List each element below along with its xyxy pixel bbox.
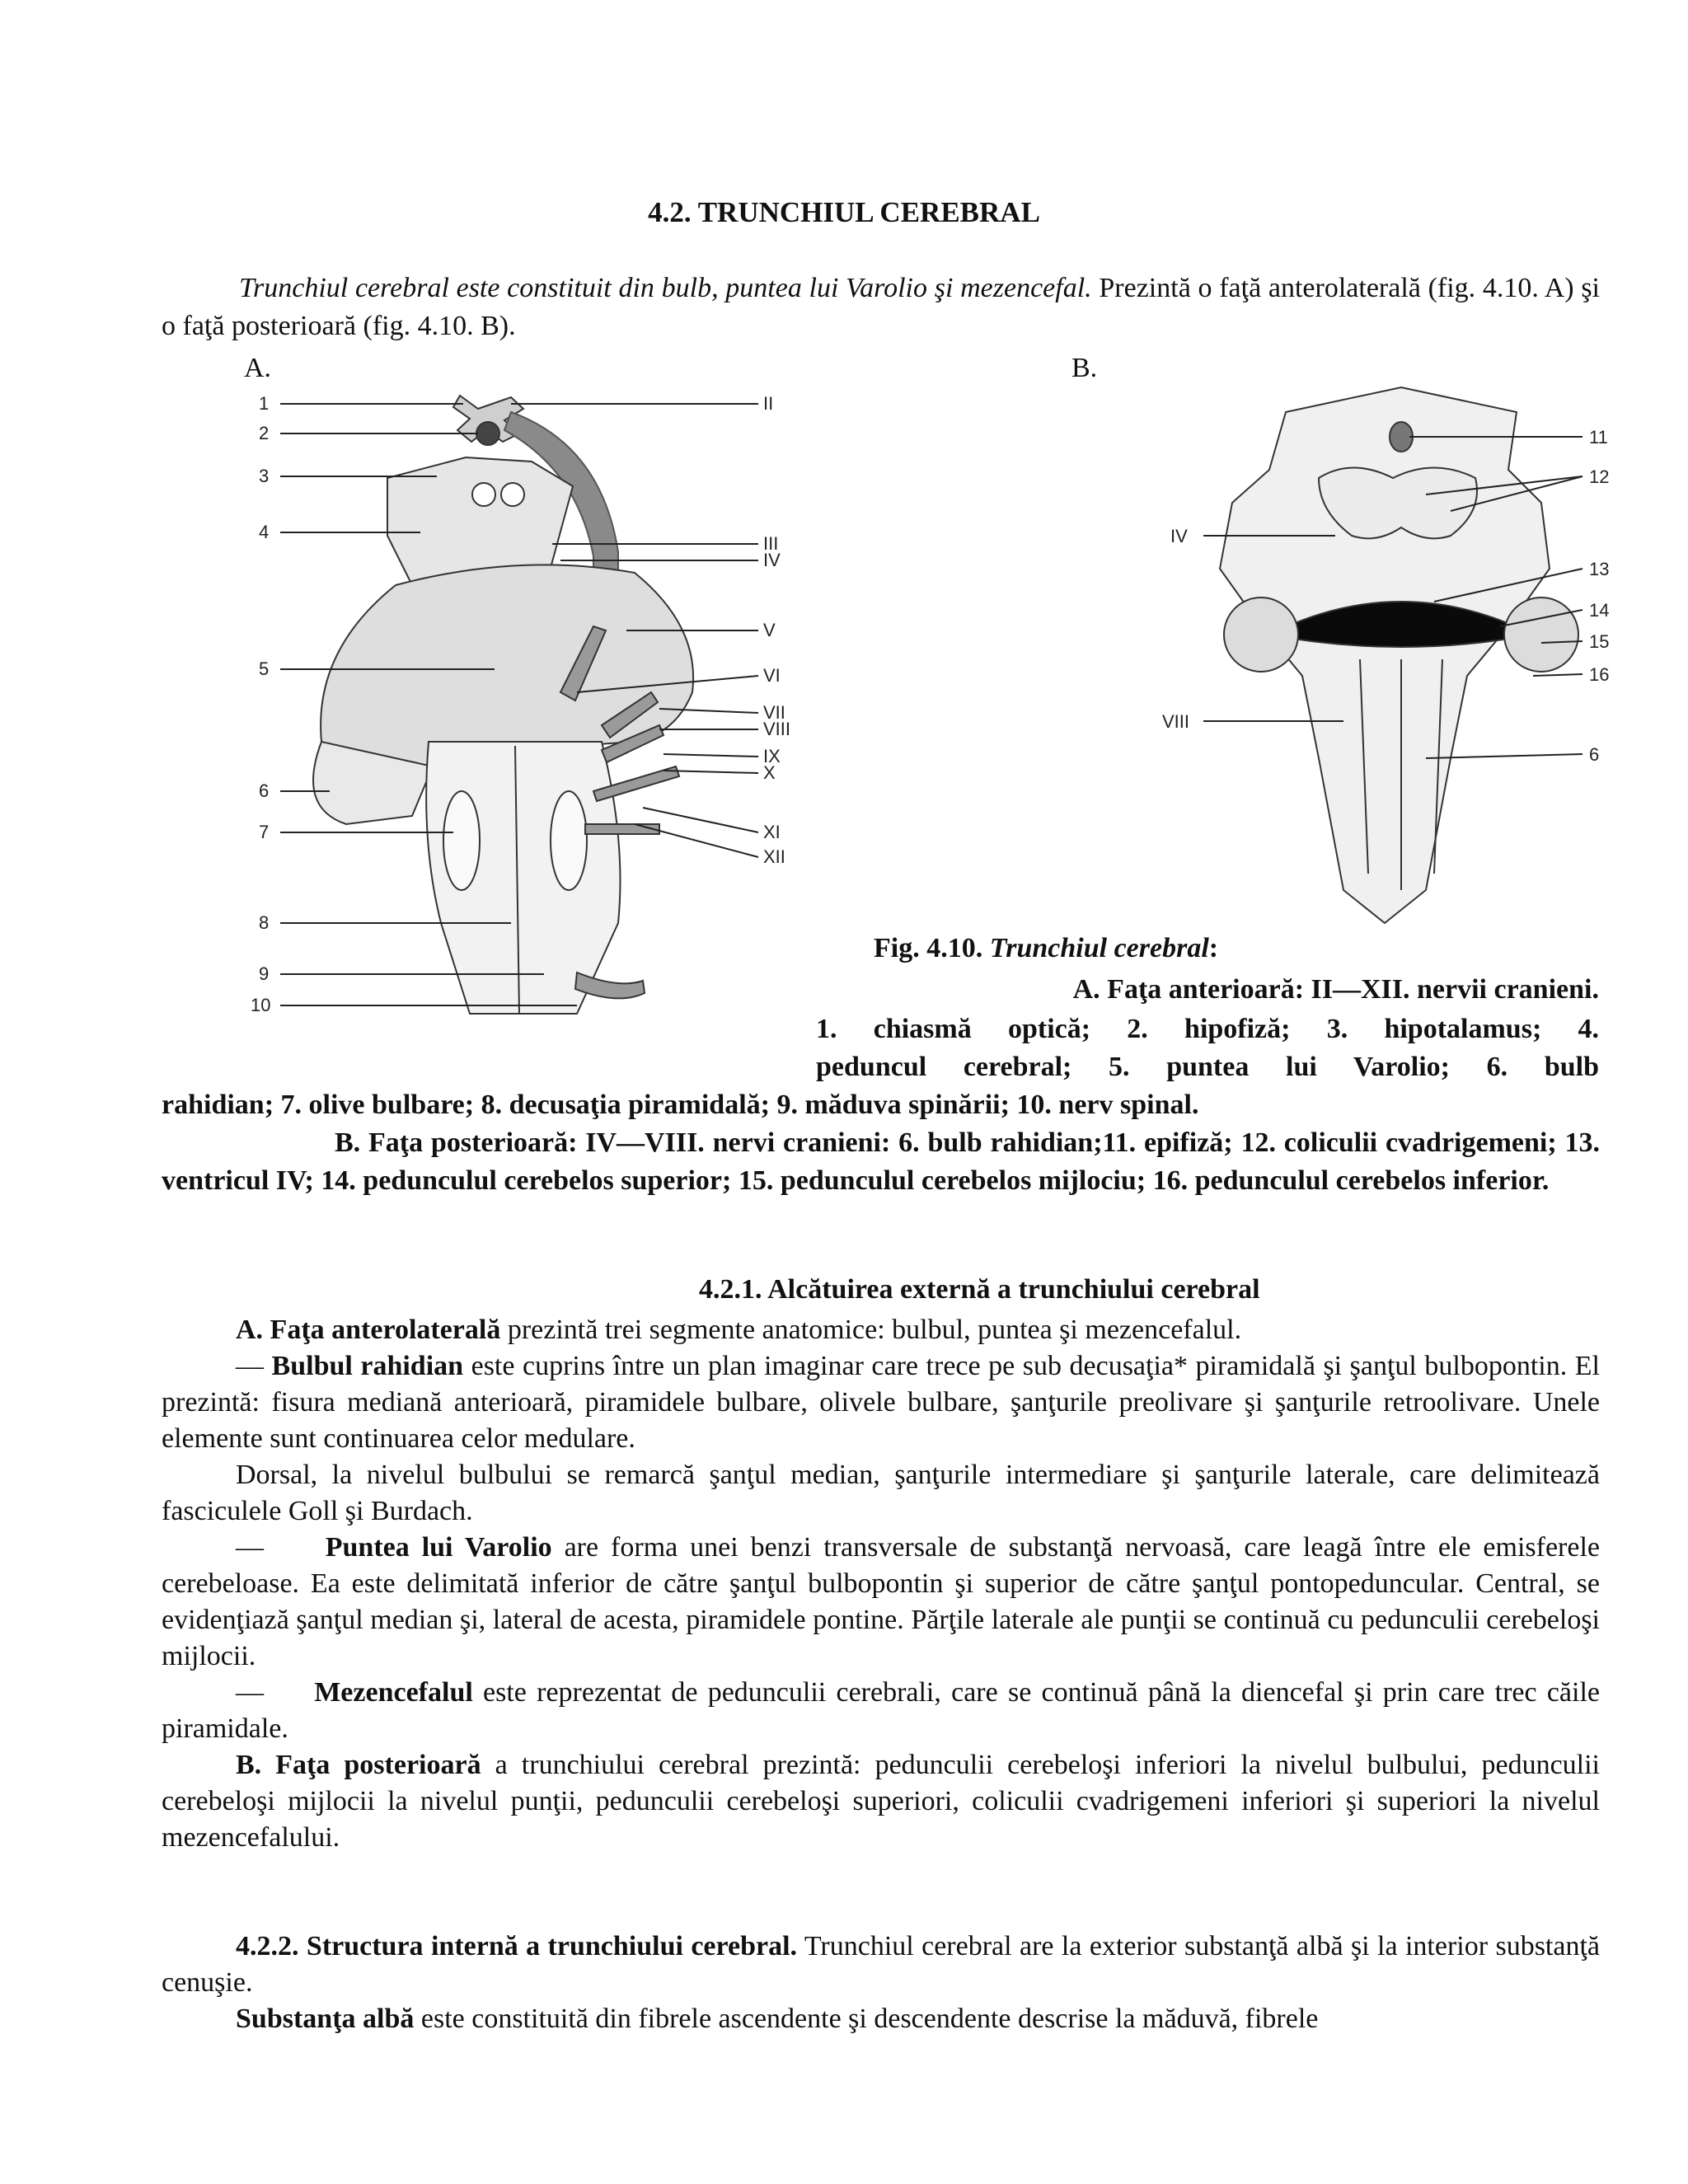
panel-b-label-6: 6 (1589, 744, 1600, 765)
caption-fig-num: Fig. 4.10. (874, 933, 990, 963)
p1-rest: prezintă trei segmente anatomice: bulbul, puntea şi mezencefalul. (500, 1315, 1242, 1345)
hypophysis-shape (476, 422, 499, 445)
section-422-body (162, 1929, 1600, 2037)
panel-a-label-5: 5 (259, 658, 270, 679)
p1-bold: A. Faţa anterolaterală (236, 1315, 501, 1345)
section-421-heading: 4.2.1. Alcătuirea externă a trunchiului cerebral (699, 1274, 1260, 1305)
page-title: 4.2. TRUNCHIUL CEREBRAL (648, 196, 1040, 228)
panel-a-label-1: 1 (259, 393, 270, 414)
panel-a-label-2: 2 (259, 423, 270, 443)
paragraph-dorsal: Dorsal, la nivelul bulbului se remarcă şanţul median, şanţurile intermediare şi şanţurile laterale, care delimitează fasciculele Goll şi Burdach. (162, 1460, 1600, 1526)
p5-dash: — (236, 1677, 315, 1708)
panel-a-label-VI: VI (763, 665, 781, 686)
panel-b-label-15: 15 (1589, 631, 1610, 652)
panel-b-label-VIII: VIII (1162, 711, 1190, 732)
section-421-body (162, 1312, 1607, 1856)
substanta-alba-rest: este constituită din fibrele ascendente şi descendente descrise la măduvă, fibrele (414, 2004, 1319, 2034)
panel-a-label-3: 3 (259, 466, 270, 486)
panel-a-label-III: III (763, 533, 779, 554)
panel-a-label-X: X (763, 762, 776, 783)
figure-panel-b (1154, 379, 1632, 940)
paragraph-bulbul (162, 1348, 1600, 1457)
panel-a-label-6: 6 (259, 780, 270, 801)
paragraph-structura-interna (162, 1929, 1600, 2001)
panel-b-label-11: 11 (1589, 427, 1608, 448)
p4-rest: are forma unei benzi transversale de substanţă nervoasă, care leagă între ele emisferele cerebeloase. Ea este delimitată inferior de către şanţul bulbopontin şi superior de către şanţul pontopeduncular. Central, se evidenţiază şanţul median şi, lateral de acesta, piramidele pontine. Părţile laterale ale punţii se continuă cu pedunculii cerebeloşi mijlocii. (162, 1532, 1607, 1671)
panel-a-label-7: 7 (259, 822, 270, 842)
panel-a-label-IX: IX (763, 746, 781, 766)
paragraph-puntea (162, 1530, 1607, 1675)
section-422-rest: Trunchiul cerebral are la exterior substanţă albă şi la interior substanţă cenuşie. (162, 1931, 1600, 1998)
panel-b-label-IV: IV (1170, 526, 1188, 546)
caption-b-text: B. Faţa posterioară: IV—VIII. nervi cranieni: 6. bulb rahidian;11. epifiză; 12. coliculii cvadrigemeni; 13. ventricul IV; 14. pedunculul cerebelos superior; 15. pedunculul cerebelos mijlociu; 16. pedunculul cerebelos inferior. (162, 1127, 1600, 1196)
panel-a-label-8: 8 (259, 912, 270, 933)
p6-rest: a trunchiului cerebral prezintă: pedunculii cerebeloşi inferiori la nivelul bulbului, pedunculii cerebeloşi mijlocii la nivelul punţii, pedunculii cerebeloşi superiori, coliculii cvadrigemeni inferiori şi superiori la nivelul mezencefalului. (162, 1750, 1600, 1853)
caption-a-list-1: 1. chiasmă optică; 2. hipofiză; 3. hipotalamus; 4. (816, 1014, 1599, 1044)
figure-panel-a (247, 379, 808, 1063)
section-422-heading: 4.2.2. Structura internă a trunchiului cerebral. (236, 1931, 798, 1961)
panel-b-label-13: 13 (1589, 559, 1610, 579)
caption-colon: : (1208, 933, 1219, 963)
p2-rest: este cuprins între un plan imaginar care trece pe sub decusaţia* piramidală şi şanţul bulbopontin. El prezintă: fisura mediană anterioară, piramidele bulbare, olivele bulbare, şanţurile preolivare şi şanţurile retroolivare. Unele elemente sunt continuarea celor medulare. (162, 1351, 1600, 1454)
colliculi-shape (1319, 468, 1477, 539)
panel-a-label-VIII: VIII (763, 719, 791, 739)
panel-a-label-10: 10 (251, 995, 271, 1015)
panel-a-label-4: 4 (259, 522, 270, 542)
panel-a-label-9: 9 (259, 963, 270, 984)
panel-a-label-VII: VII (763, 702, 785, 723)
pineal-shape (1390, 422, 1413, 452)
panel-a-letter: A. (244, 353, 272, 383)
p4-bold: Puntea lui Varolio (325, 1532, 552, 1563)
panel-a-label-V: V (763, 620, 776, 640)
paragraph-face-posterior (162, 1747, 1600, 1856)
p4-dash: — (236, 1532, 326, 1563)
p5-bold: Mezencefalul (314, 1677, 473, 1708)
panel-a-label-II: II (763, 393, 774, 414)
p6-bold: B. Faţa posterioară (236, 1750, 481, 1780)
panel-b-label-16: 16 (1589, 664, 1610, 685)
caption-fig-title: Trunchiul cerebral (989, 933, 1209, 963)
p2-bold: Bulbul rahidian (271, 1351, 464, 1381)
paragraph-face-anterolateral (162, 1312, 1600, 1348)
caption-a-list-3: rahidian; 7. olive bulbare; 8. decusaţia piramidală; 9. măduva spinării; 10. nerv spinal. (162, 1090, 1199, 1120)
intro-rest: Prezintă o faţă anterolaterală (fig. 4.10. A) şi o faţă posterioară (fig. 4.10. B). (162, 273, 1601, 341)
panel-b-letter: B. (1071, 353, 1098, 383)
p2-dash: — (236, 1351, 272, 1381)
intro-italic: Trunchiul cerebral este constituit din bulb, puntea lui Varolio şi mezencefal. (239, 273, 1092, 303)
panel-a-label-XI: XI (763, 822, 781, 842)
panel-b-label-12: 12 (1589, 466, 1610, 487)
panel-b-label-14: 14 (1589, 600, 1610, 621)
caption-a-line: A. Faţa anterioară: II—XII. nervii cranieni. (1072, 974, 1599, 1005)
panel-a-label-XII: XII (763, 846, 785, 867)
caption-a-list-2: peduncul cerebral; 5. puntea lui Varolio; 6. bulb (816, 1052, 1599, 1082)
p5-rest: este reprezentat de pedunculii cerebrali, care se continuă până la diencefal şi prin care trec căile piramidale. (162, 1677, 1607, 1744)
intro-paragraph (162, 269, 1600, 345)
substanta-alba-bold: Substanţa albă (236, 2004, 415, 2034)
paragraph-substanta-alba (162, 2001, 1600, 2037)
paragraph-mezencefal (162, 1675, 1607, 1747)
figure-caption-title (874, 930, 1218, 968)
panel-a-label-IV: IV (763, 550, 781, 570)
